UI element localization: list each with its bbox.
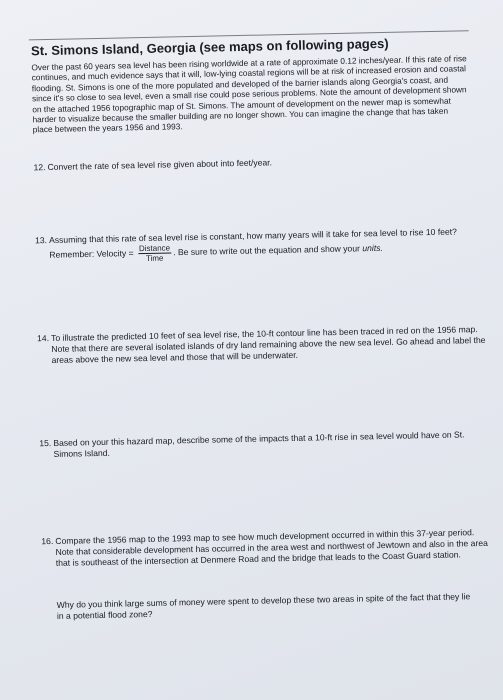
question-number: 14. [36, 333, 50, 344]
question-text: Convert the rate of sea level rise given about into feet/year. [47, 157, 273, 173]
worksheet-title: St. Simons Island, Georgia (see maps on following pages) [30, 35, 389, 59]
question-text: Assuming that this rate of sea level rise is constant, how many years will it take for sea level to rise 10 feet? Remember: Velocity = [48, 226, 457, 260]
question-14 [37, 324, 488, 366]
question-16 [41, 527, 492, 569]
question-text: Compare the 1956 map to the 1993 map to see how much development occurred in within this 37-year period. Note that considerable development has occurred in the area west and northwest of Jewtown and also in the area that is southeast of the intersection at Denmere Road and the bridge that leads to the Coast Guard station. [55, 527, 488, 568]
intro-paragraph: Over the past 60 years sea level has been rising worldwide at a rate of approximate 0.12 inches/year. If this rate of rise continues, and much evidence says that it will, low-lying coastal regions will be at risk of increased erosion and coastal flooding. St. Simons is one of the more populated and developed of the barrier islands along Georgia's coast, and since it's so close to sea level, even a small rise could pose serious problems. Note the amount of development shown on the attached 1956 topographic map of St. Simons. The amount of development on the newer map is somewhat harder to visualize because the smaller building are no longer shown. You can imagine the change that has taken place between the years 1956 and 1993. [31, 53, 467, 135]
fraction-denominator: Time [145, 253, 164, 263]
question-text-continued: . Be sure to write out the equation and show your [173, 243, 363, 258]
question-text: Based on your this hazard map, describe some of the impacts that a 10-ft rise in sea level would have on St. Simons Island. [53, 429, 465, 459]
velocity-fraction [138, 243, 172, 263]
question-12 [33, 153, 469, 173]
question-number: 15. [39, 438, 52, 449]
question-text: To illustrate the predicted 10 feet of sea level rise, the 10-ft contour line has been traced in red on the 1956 map. Note that there are several isolated islands of dry land remaining above the new sea level. Go ahead and label the areas above the new sea level and those that will be underwater. [50, 324, 486, 365]
question-number: 12. [33, 162, 46, 173]
question-number: 13. [34, 235, 48, 246]
question-13 [35, 226, 486, 265]
units-emphasis: units. [362, 242, 383, 254]
question-15 [39, 429, 489, 460]
question-16-followup: Why do you think large sums of money were spent to develop these two areas in spite of the fact that they lie in a potential flood zone? [56, 591, 471, 621]
question-number: 16. [41, 536, 54, 547]
fraction-numerator: Distance [138, 243, 171, 254]
